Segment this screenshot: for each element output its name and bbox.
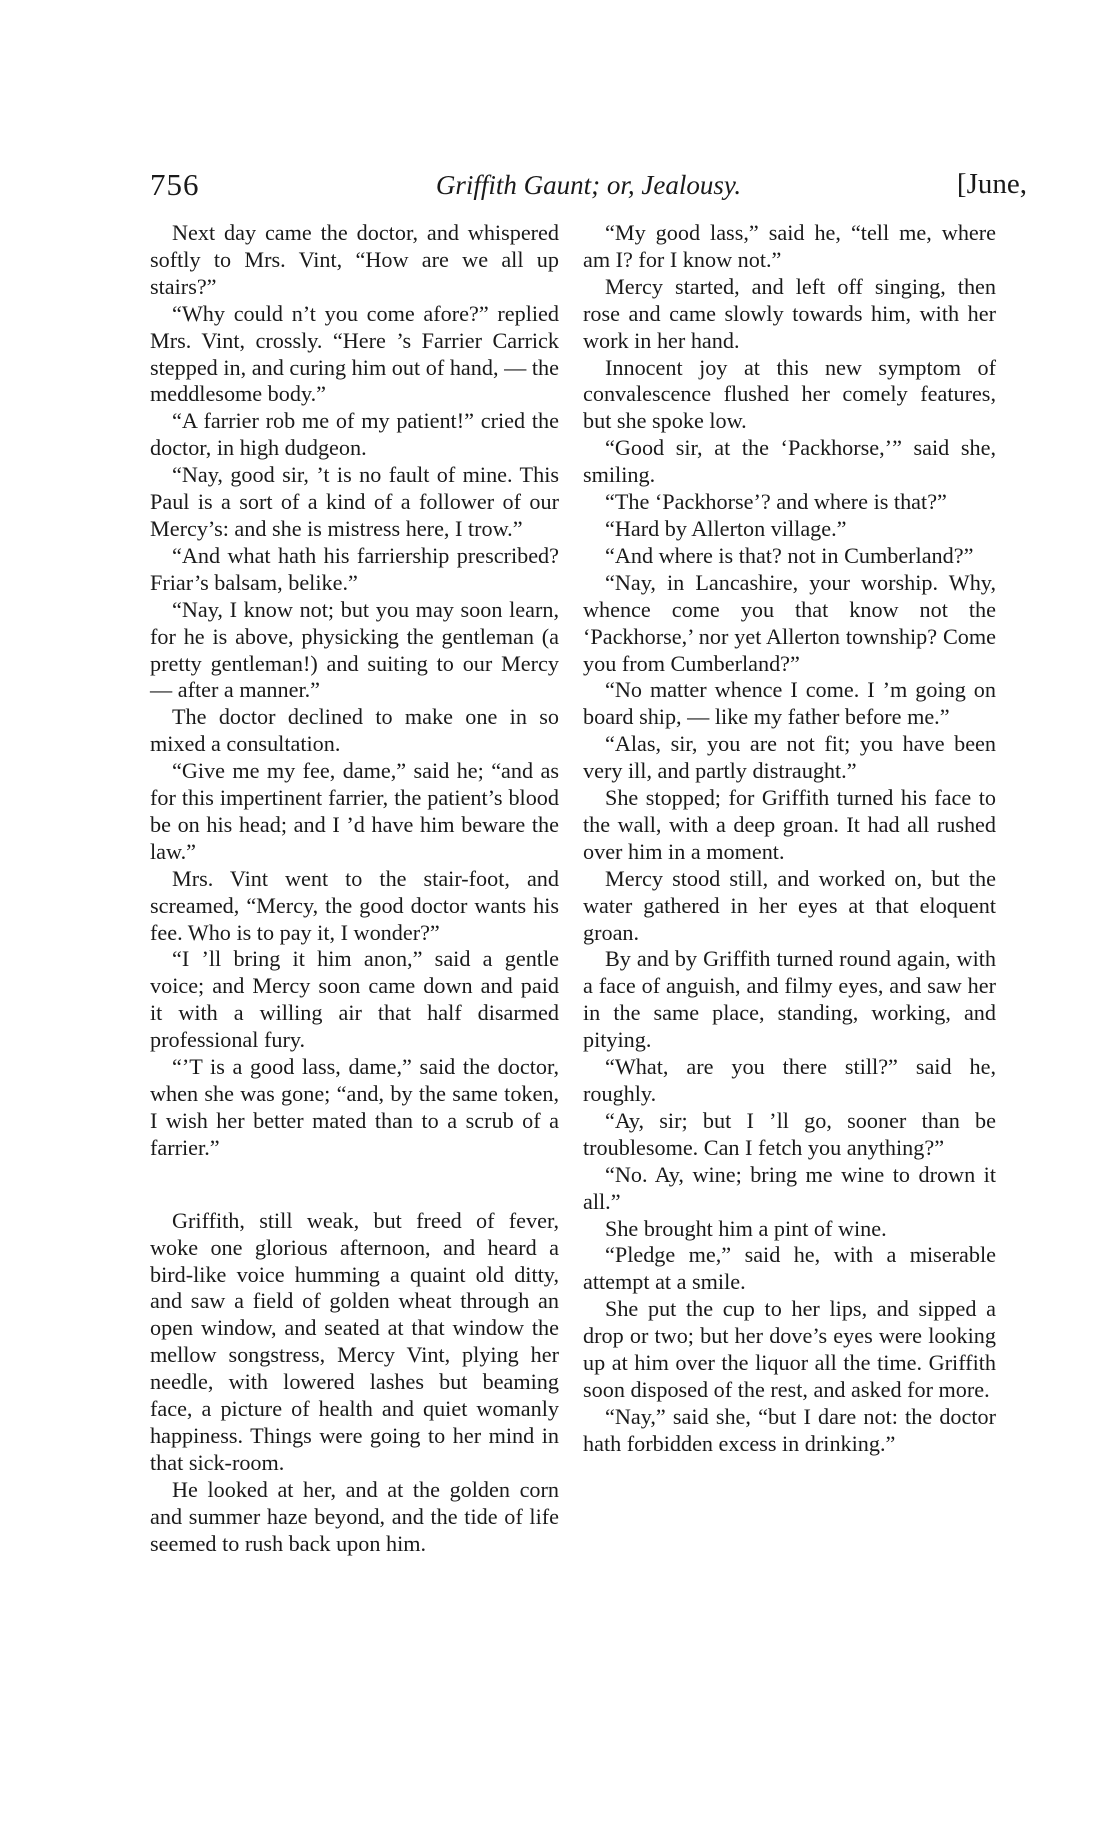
paragraph: “Nay, I know not; but you may soon learn, for he is above, physicking the gentleman (a pretty gentleman!) and suiting to our Mercy — after a manner.” (150, 596, 559, 703)
paragraph: “Give me my fee, dame,” said he; “and as for this impertinent farrier, the patient’s blood be on his head; and I ’d have him beware the law.” (150, 758, 559, 864)
paragraph: Mercy started, and left off singing, then rose and came slowly towards him, with her work in her hand. (583, 273, 996, 353)
paragraph: “’T is a good lass, dame,” said the doctor, when she was gone; “and, by the same token, I wish her better mated than to a scrub of a farrier.” (150, 1054, 559, 1160)
paragraph: “A farrier rob me of my patient!” cried the doctor, in high dudgeon. (150, 408, 559, 461)
left-column (150, 220, 559, 1558)
paragraph: “Hard by Allerton village.” (605, 515, 847, 541)
paragraph: By and by Griffith turned round again, with a face of anguish, and filmy eyes, and saw her in the same place, standing, working, and pitying. (583, 946, 996, 1053)
paragraph: “Alas, sir, you are not fit; you have been very ill, and partly distraught.” (583, 731, 996, 784)
paragraph: “Ay, sir; but I ’ll go, sooner than be troublesome. Can I fetch you anything?” (583, 1107, 996, 1160)
paragraph: “And what hath his farriership prescribed? Friar’s balsam, belike.” (150, 542, 559, 595)
paragraph: Mercy stood still, and worked on, but the water gathered in her eyes at that eloquent groan. (583, 865, 996, 945)
paragraph: She stopped; for Griffith turned his face to the wall, with a deep groan. It had all rushed over him in a moment. (583, 785, 996, 864)
paragraph: “Nay,” said she, “but I dare not: the doctor hath forbidden excess in drinking.” (583, 1403, 996, 1456)
page-header (150, 167, 1027, 207)
paragraph: “And where is that? not in Cumberland?” (605, 542, 974, 568)
page-number: 756 (150, 167, 200, 202)
paragraph: “No matter whence I come. I ’m going on board ship, — like my father before me.” (583, 677, 996, 730)
paragraph: “My good lass,” said he, “tell me, where am I? for I know not.” (583, 220, 996, 272)
paragraph: She put the cup to her lips, and sipped a drop or two; but her dove’s eyes were looking up at him over the liquor all the time. Griffith soon disposed of the rest, and asked for more. (583, 1296, 996, 1402)
paragraph: “Pledge me,” said he, with a miserable attempt at a smile. (583, 1242, 996, 1295)
paragraph: He looked at her, and at the golden corn and summer haze beyond, and the tide of life seemed to rush back upon him. (150, 1476, 559, 1556)
paragraph: Mrs. Vint went to the stair-foot, and screamed, “Mercy, the good doctor wants his fee. Who is to pay it, I wonder?” (150, 865, 559, 945)
paragraph: Griffith, still weak, but freed of fever, woke one glorious afternoon, and heard a bird-like voice humming a quaint old ditty, and saw a field of golden wheat through an open window, and seated at that window the mellow songstress, Mercy Vint, plying her needle, with lowered lashes but beaming face, a picture of health and quiet womanly happiness. Things were going to her mind in that sick-room. (150, 1207, 559, 1475)
section-break (150, 1162, 559, 1208)
paragraph: “What, are you there still?” said he, roughly. (583, 1054, 996, 1106)
paragraph: “I ’ll bring it him anon,” said a gentle voice; and Mercy soon came down and paid it with a willing air that half disarmed professional fury. (150, 946, 559, 1053)
paragraph: Next day came the doctor, and whispered softly to Mrs. Vint, “How are we all up stairs?” (150, 220, 559, 299)
paragraph: She brought him a pint of wine. (605, 1215, 887, 1241)
running-month: [June, (956, 168, 1027, 200)
right-column (583, 220, 996, 1458)
paragraph: The doctor declined to make one in so mixed a consultation. (150, 704, 559, 757)
paragraph: “Good sir, at the ‘Packhorse,’” said she, smiling. (583, 435, 996, 488)
paragraph: “Nay, in Lancashire, your worship. Why, whence come you that know not the ‘Packhorse,’ nor yet Allerton township? Come you from Cumberland?” (583, 569, 996, 676)
paragraph: “Why could n’t you come afore?” replied Mrs. Vint, crossly. “Here ’s Farrier Carrick stepped in, and curing him out of hand, — the meddlesome body.” (150, 300, 559, 407)
paragraph: “No. Ay, wine; bring me wine to drown it all.” (583, 1161, 996, 1214)
paragraph: “The ‘Packhorse’? and where is that?” (605, 489, 947, 515)
running-title: Griffith Gaunt; or, Jealousy. (435, 170, 742, 200)
paragraph: “Nay, good sir, ’t is no fault of mine. This Paul is a sort of a kind of a follower of our Mercy’s: and she is mistress here, I trow.” (150, 462, 559, 541)
paragraph: Innocent joy at this new symptom of convalescence flushed her comely features, but she spoke low. (583, 354, 996, 434)
